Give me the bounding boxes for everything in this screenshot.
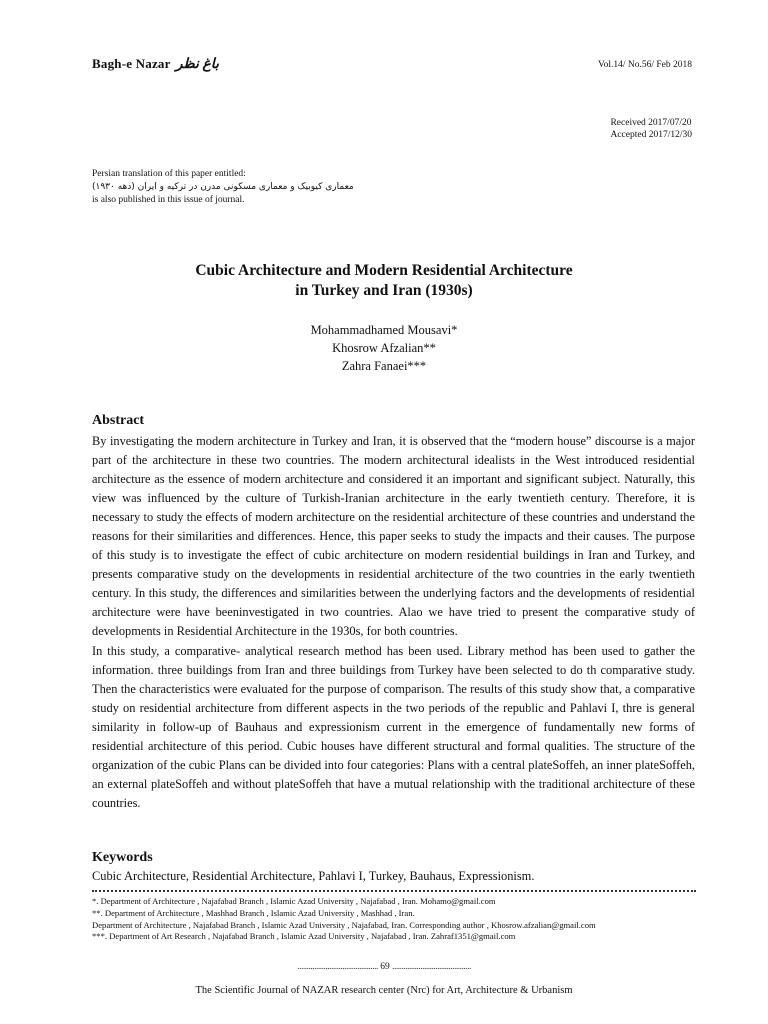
author-1: Mohammadhamed Mousavi* xyxy=(310,323,458,337)
translation-note-line3: is also published in this issue of journal. xyxy=(92,195,245,205)
abstract-paragraph-2: In this study, a comparative- analytical research method has been used. Library method has been used to gather the information. three buildings from Iran and three buildings from Turkey have been selected to do th comparative study. Then the characteristics were evaluated for the purpose of comparison. The results of this study show that, a comparative study on residential architecture from different aspects in the two periods of the republic and Pahlavi I, thre is general similarity in follow-up of Bauhaus and expressionism current in the emergence of fundamentally new forms of residential architecture of this period. Cubic houses have different structural and formal qualities. The structure of the organization of the cubic Plans can be divided into four categories: Plans with a central plateSoffeh, an inner plateSoffeh, an external plateSoffeh and without plateSoffeh that have a mutual relationship with the traditional architecture of these countries. xyxy=(92,643,695,810)
journal-name xyxy=(92,56,219,73)
footnotes xyxy=(92,896,596,943)
abstract-heading: Abstract xyxy=(92,413,145,428)
issue-info: Vol.14/ No.56/ Feb 2018 xyxy=(597,60,692,70)
abstract-paragraph-1: By investigating the modern architecture in Turkey and Iran, it is observed that the “modern house” discourse is a major part of the architecture in these two countries. The modern architectural idealists in the West introduced residential architecture as the essence of modern architecture and considered it an important and significant subject. Naturally, this view was influenced by the culture of Turkish-Iranian architecture in the early twentieth century. Therefore, it is necessary to study the effects of modern architecture on the residential architecture of these countries and understand the reasons for their similarities and differences. Hence, this paper seeks to study the impacts and their causes. The purpose of this study is to investigate the effect of cubic architecture on modern residential buildings in Iran and Turkey, and presents comparative study on the developments in residential architecture of the two countries in the early twentieth century. In this study, the differences and similarities between the underlying factors and the developments of residential architecture were have beeninvestigated in two countries. Alao we have tried to present the comparative study of developments in Residential Architecture in the 1930s, for both countries. xyxy=(92,434,695,639)
journal-name-en: Bagh-e Nazar xyxy=(92,56,171,71)
footnote-2: **. Department of Architecture , Mashhad Branch , Islamic Azad University , Mashhad , Iran. xyxy=(92,907,415,918)
footnote-3: Department of Architecture , Najafabad Branch , Islamic Azad University , Najafabad, Iran. Corresponding author , Khosrow.afzalian@gmail.com xyxy=(92,919,596,930)
author-3: Zahra Fanaei*** xyxy=(341,359,427,373)
accepted-date: Accepted 2017/12/30 xyxy=(610,130,692,140)
paper-title-line1: Cubic Architecture and Modern Residential Architecture xyxy=(195,262,573,279)
keywords-heading: Keywords xyxy=(92,850,153,865)
journal-name-fa: باغ نظر xyxy=(175,57,219,72)
footnote-4: ***. Department of Art Research , Najafabad Branch , Islamic Azad University , Najafabad , Iran. Zahraf1351@gmail.com xyxy=(92,931,516,942)
keywords-list: Cubic Architecture, Residential Architecture, Pahlavi I, Turkey, Bauhaus, Expressionism. xyxy=(92,869,535,883)
submission-dates xyxy=(610,117,692,141)
received-date: Received 2017/07/20 xyxy=(610,118,692,128)
page-dots-left: ........................................... xyxy=(297,962,378,972)
page-dots-right: .......................................... xyxy=(392,962,471,972)
author-list xyxy=(0,321,768,375)
translation-note-line1: Persian translation of this paper entitled: xyxy=(92,169,246,179)
footnote-1: *. Department of Architecture , Najafabad Branch , Islamic Azad University , Najafabad , Iran. Mohamo@gmail.com xyxy=(92,896,496,906)
persian-title: معماری کیوبیک و معماری مسکونی مدرن در ترکیه و ایران (دهه ۱۹۳۰) xyxy=(92,182,354,192)
author-2: Khosrow Afzalian** xyxy=(332,341,436,355)
publisher-line: The Scientific Journal of NAZAR research center (Nrc) for Art, Architecture & Urbanism xyxy=(195,985,573,996)
paper-title xyxy=(0,261,768,301)
translation-note xyxy=(92,168,354,207)
footnote-divider xyxy=(92,884,696,892)
page-number-row xyxy=(0,962,768,972)
paper-title-line2: in Turkey and Iran (1930s) xyxy=(295,282,473,299)
page-number: 69 xyxy=(380,962,390,972)
abstract-body xyxy=(92,432,695,813)
